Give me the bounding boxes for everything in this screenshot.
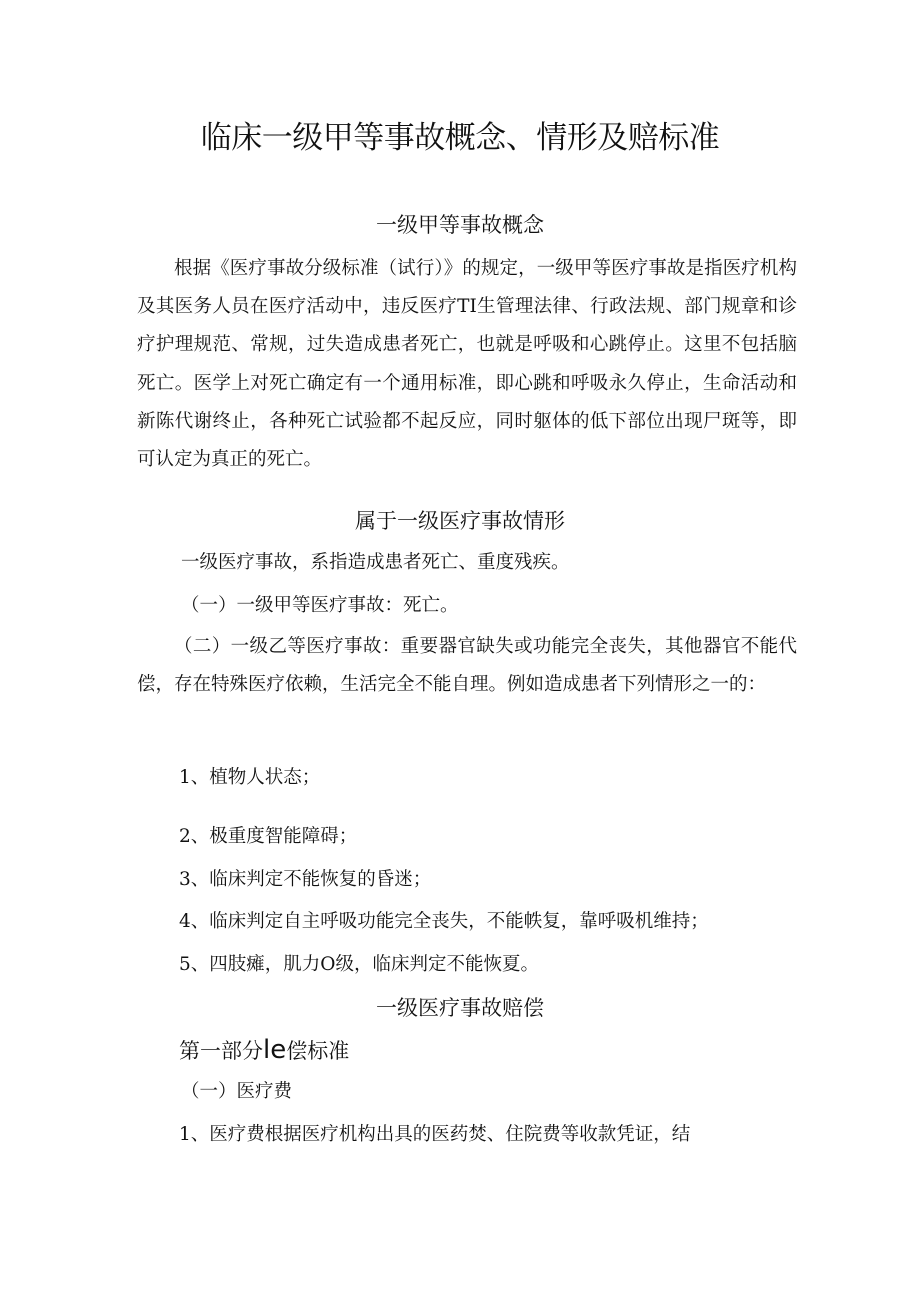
medical-fee-heading: （一）医疗费 (181, 1081, 293, 1102)
item-grade-b: （二）一级乙等医疗事故：重要器官缺失或功能完全丧失，其他器官不能代偿，存在特殊医疗依赖，生活完全不能自理。例如造成患者下列情形之一的： (137, 636, 797, 696)
subheading-suffix: 偿标准 (286, 1039, 350, 1063)
item-grade-a: （一）一级甲等医疗事故：死亡。 (181, 595, 459, 616)
subheading-prefix: 第一部分 (179, 1039, 263, 1063)
list-item: 3、临床判定不能恢复的昏迷； (179, 869, 432, 890)
medical-fee-item-1: 1、医疗费根据医疗机构出具的医药焚、住院费等收款凭证，结 (179, 1124, 691, 1145)
list-item: 2、极重度智能障碍； (179, 826, 358, 847)
compensation-subheading (179, 1034, 349, 1067)
list-item: 4、临床判定自主呼吸功能完全丧失，不能帙复，靠呼吸机维持； (179, 911, 709, 932)
list-item: 5、四肢瘫，肌力O级，临床判定不能恢夏。 (179, 954, 539, 975)
concept-paragraph: 根据《医疗事故分级标准（试行）》的规定，一级甲等医疗事故是指医疗机构及其医务人员在医疗活动中，违反医疗TI生管理法律、行政法规、部门规章和诊疗护理规范、常规，过失造成患者死亡，也就是呼吸和心跳停止。这里不包括脑死亡。医学上对死亡确定有一个通用标准，即心跳和呼吸永久停止，生命活动和新陈代谢终止，各种死亡试验都不起反应，同时躯体的低下部位出现尸斑等，即可认定为真正的死亡。 (137, 258, 797, 471)
subheading-glyph: le (263, 1035, 287, 1065)
section-heading-compensation: 一级医疗事故赔偿 (376, 996, 544, 1020)
document-title: 临床一级甲等事故概念、情形及赔标准 (200, 120, 720, 156)
circumstances-intro: 一级医疗事故，系指造成患者死亡、重度残疾。 (181, 552, 570, 573)
list-item: 1、植物人状态； (179, 767, 321, 788)
section-heading-concept: 一级甲等事故概念 (376, 213, 544, 237)
section-heading-circumstances: 属于一级医疗事故情形 (355, 509, 565, 533)
